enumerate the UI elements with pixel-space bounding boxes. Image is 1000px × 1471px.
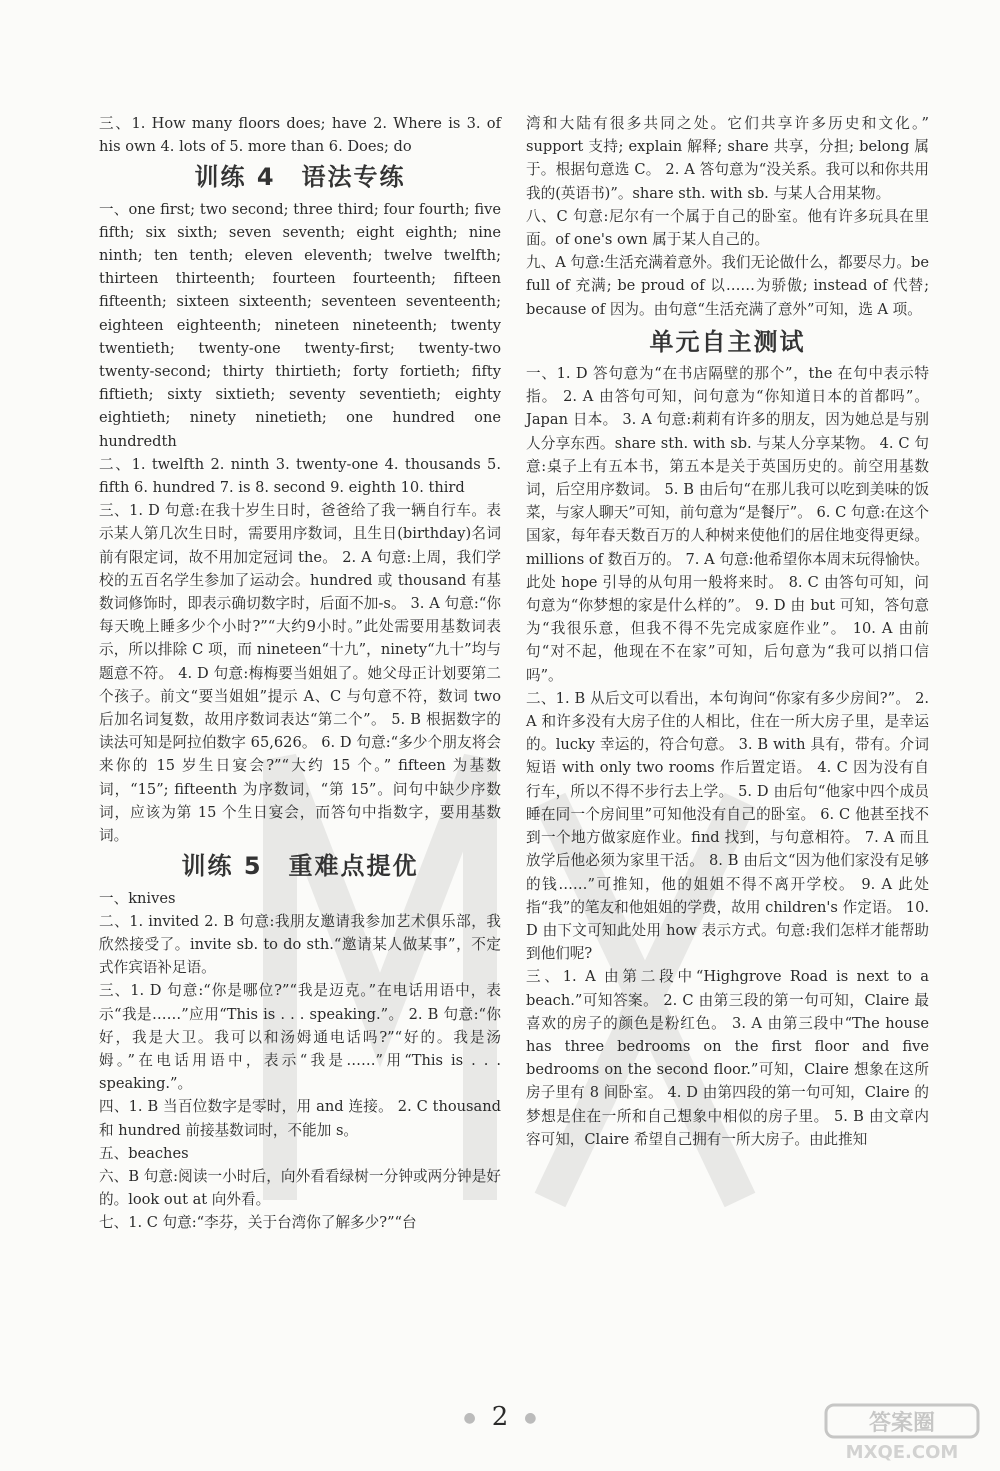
answer-block: 二、1. twelfth 2. ninth 3. twenty-one 4. thousands 5. fifth 6. hundred 7. is 8. second 9. eighth 10. third (99, 455, 501, 497)
answer-block: 九、A 句意:生活充满着意外。我们无论做什么，都要尽力。be full of 充满; be proud of 以……为骄傲; instead of 代替; because of 因为。由句意“生活充满了意外”可知，选 A 项。 (526, 254, 929, 318)
answer-block: 三、1. A 由第二段中“Highgrove Road is next to a beach.”可知答案。 2. C 由第三段的第一句可知，Claire 最喜欢的房子的颜色是粉红色。 3. A 由第三段中“The house has three bedrooms on the first floor and five bedrooms on the second floor.”可知，Claire 想象在这所房子里有 8 间卧室。 4. D 由第四段的第一句可知，Claire 的梦想是住在一所和自己想象中相似的房子里。 5. B 由文章内容可知，Claire 希望自己拥有一所大房子。由此推知 (526, 968, 929, 1148)
right-column (526, 112, 929, 1151)
answer-block: 二、1. B 从后文可以看出，本句询问“你家有多少房间?”。 2. A 和许多没有大房子住的人相比，住在一所大房子里，是幸运的。lucky 幸运的，符合句意。 3. B with 具有，带有。介词短语 with only two rooms 作后置定语。 4. C 因为没有自行车，所以不得不步行去上学。 5. D 由后句“他家中四个成员睡在同一个房间里”可知他没有自己的卧室。 6. C 他甚至找不到一个地方做家庭作业。find 找到，与句意相符。 7. A 而且放学后他必须为家里干活。 8. B 由后文“因为他们家没有足够的钱……”可推知，他的姐姐不得不离开学校。 9. A 此处指“我”的笔友和他姐姐的学费，故用 children's 作定语。 10. D 由下文可知此处用 how 表示方式。句意:我们怎样才能帮助到他们呢? (526, 689, 929, 963)
watermark-logo-text: 答案圈 (868, 1411, 936, 1436)
section-heading-training-5: 训练 5 重难点提优 (181, 852, 419, 881)
answer-block: 四、1. B 当百位数字是零时，用 and 连接。 2. C thousand 和 hundred 前接基数词时，不能加 s。 (99, 1098, 501, 1139)
answer-block: 三、1. D 句意:“你是哪位?”“我是迈克。”在电话用语中，表示“我是……”应用“This is . . . speaking.”。 2. B 句意:“你好，我是大卫。我可以和汤姆通电话吗?”“好的。我是汤姆。”在电话用语中，表示“我是……”用“This is . . . speaking.”。 (99, 982, 501, 1093)
section-heading-unit-test: 单元自主测试 (649, 327, 806, 356)
answer-block: 一、knives (99, 889, 176, 907)
page-number-dot-icon: ● (524, 1410, 537, 1426)
answer-block: 八、C 句意:尼尔有一个属于自己的卧室。他有许多玩具在里面。of one's own 属于某人自己的。 (526, 207, 929, 249)
section-heading-training-4: 训练 4 语法专练 (194, 163, 406, 192)
answer-block: 五、beaches (99, 1144, 189, 1162)
answer-block: 七、1. C 句意:“李芬，关于台湾你了解多少?”“台 (99, 1214, 417, 1232)
page-number: ● 2 ● (463, 1402, 537, 1432)
watermark-logo (822, 1401, 982, 1463)
answer-block: 三、1. How many floors does; have 2. Where is 3. of his own 4. lots of 5. more than 6. Does; do (99, 115, 501, 156)
left-column (99, 112, 501, 1235)
page-number-dot-icon: ● (463, 1410, 476, 1426)
watermark-site: MXQE.COM (845, 1442, 959, 1463)
watermark-logo-icon (822, 1401, 982, 1441)
answer-block: 湾和大陆有很多共同之处。它们共享许多历史和文化。” support 支持; explain 解释; share 共享，分担; belong 属于。根据句意选 C。 2. A 答句意为“没关系。我可以和你共用我的(英语书)”。share sth. with sb. 与某人合用某物。 (526, 115, 929, 202)
answer-block: 一、1. D 答句意为“在书店隔壁的那个”，the 在句中表示特指。 2. A 由答句可知，问句意为“你知道日本的首都吗”。Japan 日本。 3. A 句意:莉莉有许多的朋友，因为她总是与别人分享东西。share sth. with sb. 与某人分享某物。 4. C 句意:桌子上有五本书，第五本是关于英国历史的。前空用基数词，后空用序数词。 5. B 由后句“在那儿我可以吃到美味的饭菜，与家人聊天”可知，前句意为“是餐厅”。 6. C 句意:在这个国家，每年春天数百万的人种树来使他们的居住地变得更绿。millions of 数百万的。 7. A 句意:他希望你本周末玩得愉快。此处 hope 引导的从句用一般将来时。 8. C 由答句可知，问句意为“你梦想的家是什么样的”。 9. D 由 but 可知，答句意为“我很乐意，但我不得不先完成家庭作业”。 10. A 由前句“对不起，他现在不在家”可知，后句意为“我可以捎口信吗”。 (526, 365, 929, 684)
answer-block: 六、B 句意:阅读一小时后，向外看看绿树一分钟或两分钟是好的。look out at 向外看。 (99, 1167, 501, 1209)
answer-block: 三、1. D 句意:在我十岁生日时，爸爸给了我一辆自行车。表示某人第几次生日时，需要用序数词，且生日(birthday)名词前有限定词，故不用加定冠词 the。 2. A 句意:上周，我们学校的五百名学生参加了运动会。hundred 或 thousand 有基数词修饰时，即表示确切数字时，后面不加-s。 3. A 句意:“你每天晚上睡多少个小时?”“大约9小时。”此处需要用基数词表示，所以排除 C 项，而 nineteen“十九”，ninety“九十”均与题意不符。 4. D 句意:梅梅要当姐姐了。她父母正计划要第二个孩子。前文“要当姐姐”提示 A、C 与句意不符，数词 two 后加名词复数，故用序数词表达“第二个”。 5. B 根据数字的读法可知是阿拉伯数字 65,626。 6. D 句意:“多少个朋友将会来你的 15 岁生日宴会?”“大约 15 个。” fifteen 为基数词，“15”; fifteenth 为序数词，“第 15”。问句中缺少序数词，应该为第 15 个生日宴会，而答句中指数字，要用基数词。 (99, 502, 501, 845)
answer-block: 一、one first; two second; three third; four fourth; five fifth; six sixth; seven seventh; eight eighth; nine ninth; ten tenth; eleven eleventh; twelve twelfth; thirteen thirteenth; fourteen fourteenth; fifteen fifteenth; sixteen sixteenth; seventeen seventeenth; eighteen eighteenth; nineteen nineteenth; twenty twentieth; twenty-one twenty-first; twenty-two twenty-second; thirty thirtieth; forty fortieth; fifty fiftieth; sixty sixtieth; seventy seventieth; eighty eightieth; ninety ninetieth; one hundred one hundredth (99, 200, 501, 450)
answer-block: 二、1. invited 2. B 句意:我朋友邀请我参加艺术俱乐部，我欣然接受了。invite sb. to do sth.“邀请某人做某事”，不定式作宾语补足语。 (99, 912, 501, 977)
